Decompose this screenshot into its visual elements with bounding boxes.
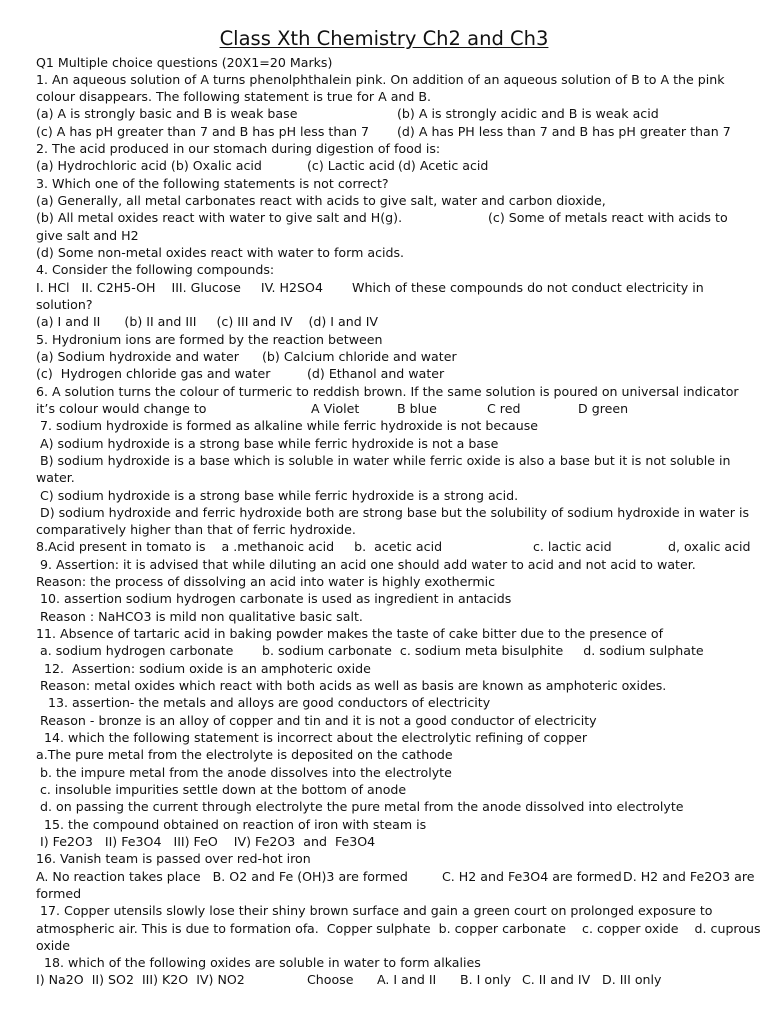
- text-line: 4. Consider the following compounds:: [36, 262, 275, 278]
- text-line: 12. Assertion: sodium oxide is an amphoteric oxide: [36, 660, 371, 676]
- text-line: A Violet: [311, 400, 360, 416]
- text-line: oxide: [36, 937, 71, 953]
- text-line: A. No reaction takes place B. O2 and Fe (OH)3 are formed: [36, 868, 408, 884]
- text-line: D. H2 and Fe2O3 are: [623, 868, 755, 884]
- text-line: (d) Ethanol and water: [307, 366, 445, 382]
- text-line: c. lactic acid: [533, 539, 612, 555]
- text-line: (b) A is strongly acidic and B is weak acid: [397, 106, 659, 122]
- text-line: comparatively higher than that of ferric hydroxide.: [36, 522, 356, 538]
- page-title: Class Xth Chemistry Ch2 and Ch3: [219, 27, 549, 50]
- text-line: Q1 Multiple choice questions (20X1=20 Marks): [36, 54, 333, 70]
- text-line: give salt and H2: [36, 227, 139, 243]
- text-line: A. I and II: [377, 972, 437, 988]
- text-line: C. H2 and Fe3O4 are formed: [442, 868, 622, 884]
- text-line: a.The pure metal from the electrolyte is deposited on the cathode: [36, 747, 453, 763]
- text-line: 11. Absence of tartaric acid in baking powder makes the taste of cake bitter due to the presence of: [36, 626, 664, 642]
- text-line: Choose: [307, 972, 354, 988]
- text-line: (c) Lactic acid: [307, 158, 395, 174]
- text-line: 3. Which one of the following statements is not correct?: [36, 175, 389, 191]
- text-line: (d) Some non-metal oxides react with water to form acids.: [36, 245, 405, 261]
- text-line: D. III only: [602, 972, 662, 988]
- text-line: Reason : NaHCO3 is mild non qualitative basic salt.: [36, 608, 363, 624]
- text-line: (b) Calcium chloride and water: [262, 348, 457, 364]
- text-line: 5. Hydronium ions are formed by the reaction between: [36, 331, 383, 347]
- text-line: A) sodium hydroxide is a strong base while ferric hydroxide is not a base: [36, 435, 499, 451]
- text-line: 15. the compound obtained on reaction of iron with steam is: [36, 816, 427, 832]
- text-line: 9. Assertion: it is advised that while diluting an acid one should add water to acid and not acid to water.: [36, 556, 696, 572]
- text-line: Reason: the process of dissolving an acid into water is highly exothermic: [36, 574, 496, 590]
- text-line: Which of these compounds do not conduct electricity in: [352, 279, 704, 295]
- text-line: 14. which the following statement is incorrect about the electrolytic refining of copper: [36, 729, 588, 745]
- text-line: (a) Generally, all metal carbonates react with acids to give salt, water and carbon dioxide,: [36, 193, 606, 209]
- text-line: 17. Copper utensils slowly lose their shiny brown surface and gain a green court on prolonged exposure to: [36, 903, 713, 919]
- text-line: D) sodium hydroxide and ferric hydroxide both are strong base but the solubility of sodium hydroxide in water is: [36, 504, 750, 520]
- text-line: I) Na2O II) SO2 III) K2O IV) NO2: [36, 972, 245, 988]
- text-line: D green: [578, 400, 629, 416]
- text-line: colour disappears. The following statement is true for A and B.: [36, 89, 432, 105]
- text-line: C) sodium hydroxide is a strong base while ferric hydroxide is a strong acid.: [36, 487, 519, 503]
- text-line: a. sodium hydrogen carbonate: [36, 643, 234, 659]
- text-line: d. on passing the current through electrolyte the pure metal from the anode dissolved into electrolyte: [36, 799, 684, 815]
- text-line: (b) All metal oxides react with water to give salt and H(g).: [36, 210, 403, 226]
- text-line: 10. assertion sodium hydrogen carbonate is used as ingredient in antacids: [36, 591, 512, 607]
- text-line: Reason: metal oxides which react with both acids as well as basis are known as amphoteric oxides.: [36, 678, 667, 694]
- text-line: 1. An aqueous solution of A turns phenolphthalein pink. On addition of an aqueous solution of B to A the pink: [36, 71, 725, 87]
- text-line: c. insoluble impurities settle down at the bottom of anode: [36, 781, 407, 797]
- text-line: Reason - bronze is an alloy of copper and tin and it is not a good conductor of electricity: [36, 712, 597, 728]
- text-line: b. sodium carbonate c. sodium meta bisulphite d. sodium sulphate: [262, 643, 704, 659]
- text-line: I) Fe2O3 II) Fe3O4 III) FeO IV) Fe2O3 and Fe3O4: [36, 833, 376, 849]
- text-line: (a) Hydrochloric acid (b) Oxalic acid: [36, 158, 262, 174]
- text-line: it’s colour would change to: [36, 400, 207, 416]
- text-line: 6. A solution turns the colour of turmeric to reddish brown. If the same solution is poured on universal indicator: [36, 383, 739, 399]
- text-line: 13. assertion- the metals and alloys are good conductors of electricity: [36, 695, 491, 711]
- text-line: (c) Hydrogen chloride gas and water: [36, 366, 271, 382]
- text-line: B) sodium hydroxide is a base which is soluble in water while ferric oxide is also a base but it is not soluble in: [36, 452, 731, 468]
- text-line: 7. sodium hydroxide is formed as alkaline while ferric hydroxide is not because: [36, 418, 539, 434]
- text-line: C. II and IV: [522, 972, 591, 988]
- text-line: atmospheric air. This is due to formation of: [36, 920, 308, 936]
- text-line: B. I only: [460, 972, 512, 988]
- text-line: b. the impure metal from the anode dissolves into the electrolyte: [36, 764, 452, 780]
- text-line: (a) I and II (b) II and III (c) III and IV (d) I and IV: [36, 314, 379, 330]
- text-line: 8.Acid present in tomato is a .methanoic acid b. acetic acid: [36, 539, 443, 555]
- text-line: C red: [487, 400, 521, 416]
- text-line: (c) Some of metals react with acids to: [488, 210, 728, 226]
- text-line: B blue: [397, 400, 437, 416]
- text-line: a. Copper sulphate b. copper carbonate c. copper oxide d. cuprous: [307, 920, 761, 936]
- text-line: 18. which of the following oxides are soluble in water to form alkalies: [36, 955, 481, 971]
- text-line: (a) Sodium hydroxide and water: [36, 348, 239, 364]
- text-line: (a) A is strongly basic and B is weak base: [36, 106, 298, 122]
- text-line: 2. The acid produced in our stomach during digestion of food is:: [36, 141, 441, 157]
- text-line: I. HCl II. C2H5-OH III. Glucose IV. H2SO4: [36, 279, 323, 295]
- text-line: solution?: [36, 296, 93, 312]
- text-line: (c) A has pH greater than 7 and B has pH less than 7: [36, 123, 370, 139]
- text-line: water.: [36, 470, 75, 486]
- text-line: d, oxalic acid: [668, 539, 751, 555]
- text-line: (d) A has PH less than 7 and B has pH greater than 7: [397, 123, 731, 139]
- text-line: (d) Acetic acid: [398, 158, 489, 174]
- text-line: 16. Vanish team is passed over red-hot iron: [36, 851, 311, 867]
- text-line: formed: [36, 885, 82, 901]
